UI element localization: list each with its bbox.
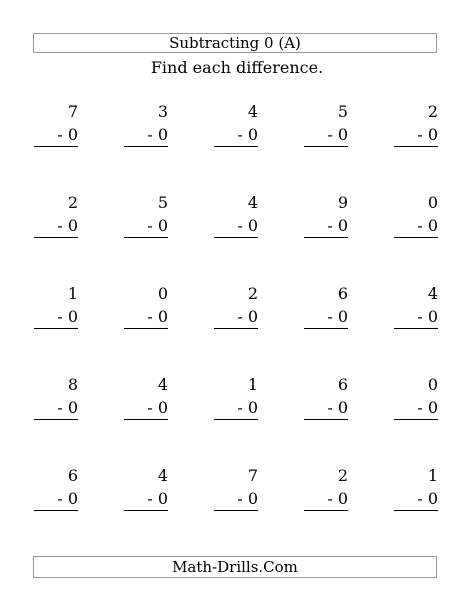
problem [124,102,168,148]
answer-line [34,510,78,511]
problem [394,466,438,512]
problem [214,375,258,421]
problem-minuend: 1 [247,375,258,394]
problem-minuend: 3 [157,102,168,121]
problem-subtrahend: - 0 [147,125,168,144]
problem [34,375,78,421]
answer-line [394,237,438,238]
answer-line [394,328,438,329]
problem-subtrahend: - 0 [57,307,78,326]
problem-minuend: 5 [337,102,348,121]
answer-line [394,510,438,511]
answer-line [394,419,438,420]
problem-minuend: 0 [427,193,438,212]
problem [304,466,348,512]
problem-minuend: 2 [427,102,438,121]
footer-site: Math-Drills.Com [172,558,298,576]
problem-subtrahend: - 0 [147,489,168,508]
problem [394,102,438,148]
problem-minuend: 6 [337,284,348,303]
problem-subtrahend: - 0 [237,216,258,235]
answer-line [34,237,78,238]
problem-subtrahend: - 0 [327,489,348,508]
problem [304,102,348,148]
answer-line [124,146,168,147]
problem-subtrahend: - 0 [57,398,78,417]
problem [394,284,438,330]
answer-line [304,237,348,238]
problem-minuend: 8 [67,375,78,394]
problem-minuend: 0 [427,375,438,394]
problem-subtrahend: - 0 [147,398,168,417]
problem-subtrahend: - 0 [327,125,348,144]
problem [394,193,438,239]
answer-line [124,328,168,329]
problem-minuend: 9 [337,193,348,212]
answer-line [304,146,348,147]
answer-line [214,419,258,420]
problem-subtrahend: - 0 [237,398,258,417]
answer-line [304,419,348,420]
problem-subtrahend: - 0 [327,398,348,417]
problem-minuend: 2 [67,193,78,212]
problem [124,466,168,512]
problem-subtrahend: - 0 [417,307,438,326]
problem [34,193,78,239]
problem [304,375,348,421]
problem-subtrahend: - 0 [237,125,258,144]
problem [394,375,438,421]
problem-subtrahend: - 0 [147,307,168,326]
problem-subtrahend: - 0 [147,216,168,235]
problem [214,284,258,330]
problem-minuend: 7 [247,466,258,485]
answer-line [124,237,168,238]
worksheet-instructions: Find each difference. [150,58,324,77]
problem-subtrahend: - 0 [417,125,438,144]
answer-line [214,237,258,238]
problem-subtrahend: - 0 [417,489,438,508]
problem-minuend: 4 [157,375,168,394]
answer-line [124,510,168,511]
problem-subtrahend: - 0 [237,307,258,326]
problem [34,284,78,330]
problem-subtrahend: - 0 [57,125,78,144]
problem [214,466,258,512]
problem-minuend: 6 [67,466,78,485]
problem-minuend: 4 [427,284,438,303]
answer-line [34,419,78,420]
problem-minuend: 1 [67,284,78,303]
answer-line [304,510,348,511]
problem-minuend: 4 [247,102,258,121]
problem [214,102,258,148]
problem-minuend: 5 [157,193,168,212]
answer-line [34,328,78,329]
problem-minuend: 6 [337,375,348,394]
problem-minuend: 1 [427,466,438,485]
worksheet-title: Subtracting 0 (A) [169,34,301,52]
problem-subtrahend: - 0 [57,216,78,235]
answer-line [124,419,168,420]
answer-line [394,146,438,147]
problem-subtrahend: - 0 [327,307,348,326]
problem-subtrahend: - 0 [57,489,78,508]
problem [124,284,168,330]
problem [124,375,168,421]
problem-subtrahend: - 0 [417,216,438,235]
problem-minuend: 2 [337,466,348,485]
problem [304,284,348,330]
problem-subtrahend: - 0 [417,398,438,417]
problem [304,193,348,239]
problem [34,466,78,512]
problem-minuend: 2 [247,284,258,303]
problem-minuend: 0 [157,284,168,303]
answer-line [214,328,258,329]
worksheet-title-box [33,33,437,53]
problem-subtrahend: - 0 [327,216,348,235]
answer-line [304,328,348,329]
problem [124,193,168,239]
problem-minuend: 7 [67,102,78,121]
problem [34,102,78,148]
footer-box [33,556,437,578]
problem-minuend: 4 [157,466,168,485]
problem [214,193,258,239]
problem-subtrahend: - 0 [237,489,258,508]
problem-minuend: 4 [247,193,258,212]
answer-line [214,146,258,147]
answer-line [34,146,78,147]
answer-line [214,510,258,511]
